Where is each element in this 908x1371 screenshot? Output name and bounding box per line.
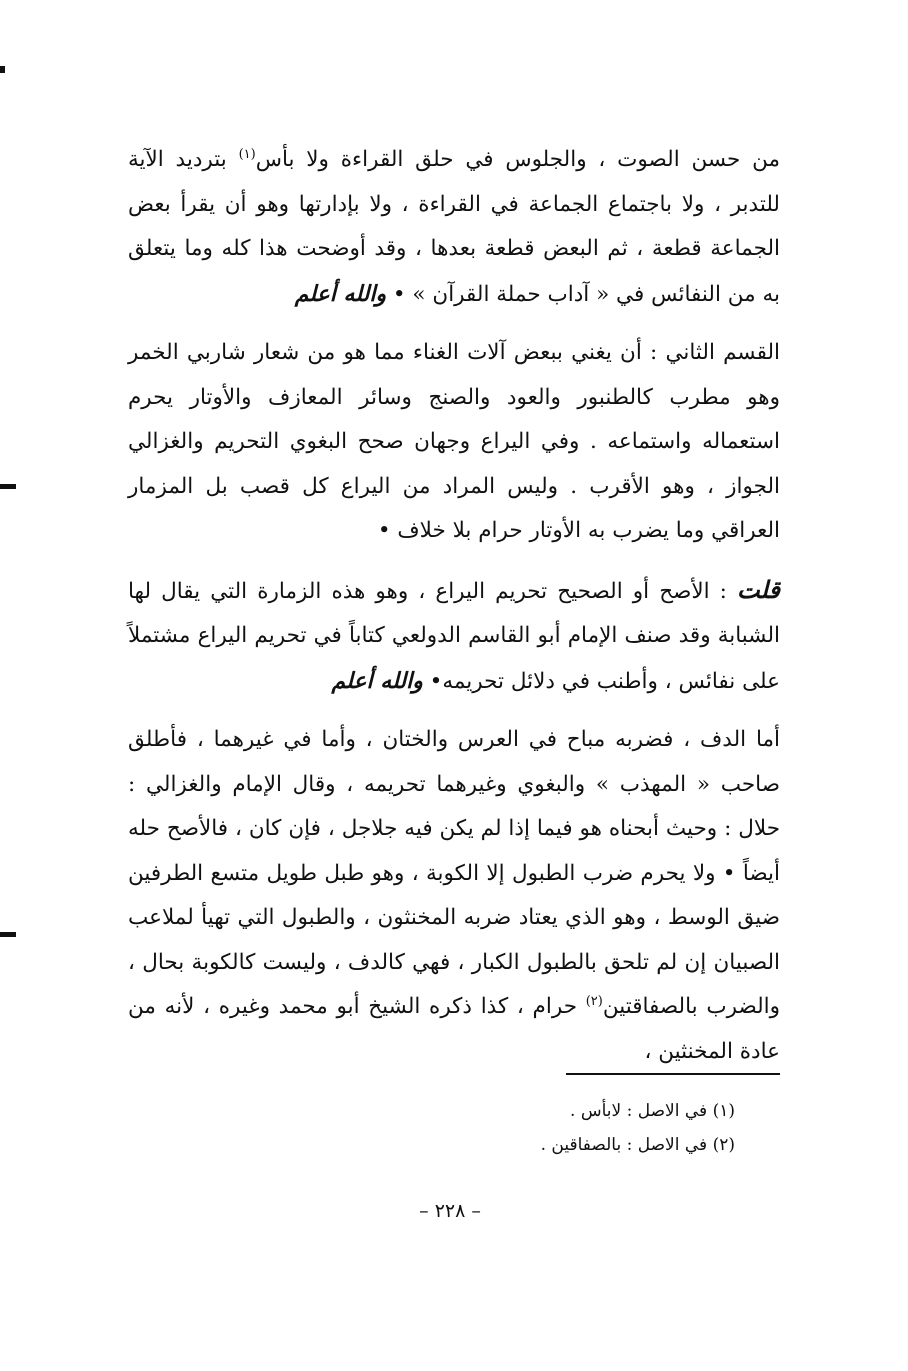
footnote-reference: (١) [238,146,256,162]
paragraph-text: من حسن الصوت ، والجلوس في حلق القراءة ولا بأس [255,147,781,172]
footnotes [400,1094,735,1162]
main-text [128,138,780,1074]
paragraph-text: القسم الثاني : أن يغني ببعض آلات الغناء مما هو من شعار شاربي الخمر وهو مطرب كالطنبور والعود والصنج وسائر المعازف والأوتار يحرم استعماله واستماعه . وفي اليراع وجهان صحح البغوي التحريم والغزالي الجواز ، وهو الأقرب . وليس المراد من اليراع كل قصب بل المزمار العراقي وما يضرب به الأوتار حرام بلا خلاف • [128,340,780,543]
footnote-2: (٢) في الاصل : بالصفاقين . [540,1135,735,1155]
paragraph-text: أما الدف ، فضربه مباح في العرس والختان ، وأما في غيرهما ، فأطلق صاحب « المهذب » والبغوي وغيرهما تحريمه ، وقال الإمام والغزالي : حلال : وحيث أبحناه هو فيما إذا لم يكن فيه جلاجل ، فإن كان ، فالأصح حله أيضاً • ولا يحرم ضرب الطبول إلا الكوبة ، وهو طبل طويل متسع الطرفين ضيق الوسط ، وهو الذي يعتاد ضربه المخنثون ، والطبول التي تهيأ لملاعب الصبيان إن لم تلحق بالطبول الكبار ، فهي كالدف ، وليست كالكوبة بحال ، والضرب بالصفاقتين [128,727,781,1019]
qultu-label: قلت [737,574,780,604]
left-margin-mark [0,66,5,73]
left-margin-mark [0,932,16,937]
footnote-reference: (٢) [585,993,603,1009]
left-margin-mark [0,484,16,489]
handwritten-allahu-alam: والله أعلم [331,667,423,694]
paragraph-text: حرام ، كذا ذكره الشيخ أبو محمد وغيره ، لأنه من عادة المخنثين ، [128,994,780,1064]
paragraph-text: : الأصح أو الصحيح تحريم اليراع ، وهو هذه الزمارة التي يقال لها الشبابة وقد صنف الإمام أبو القاسم الدولعي كتاباً في تحريم اليراع مشتملاً على نفائس ، وأطنب في دلائل تحريمه• [128,578,780,694]
footnote-1: (١) في الاصل : لابأس . [570,1101,735,1121]
paragraph-text: بترديد الآية للتدبر ، ولا باجتماع الجماعة في القراءة ، ولا بإدارتها وهو أن يقرأ بعض الجماعة قطعة ، ثم البعض قطعة بعدها ، وقد أوضحت هذا كله وما يتعلق به من النفائس في « آداب حملة القرآن » • [128,147,780,307]
page-number: – ٢٢٨ – [419,1200,481,1222]
paragraph-2 [128,331,780,554]
paragraph-3 [128,568,780,705]
footnote-separator [566,1073,780,1075]
paragraph-1 [128,138,780,317]
handwritten-allahu-alam: والله أعلم [294,280,387,307]
paragraph-4 [128,718,780,1074]
